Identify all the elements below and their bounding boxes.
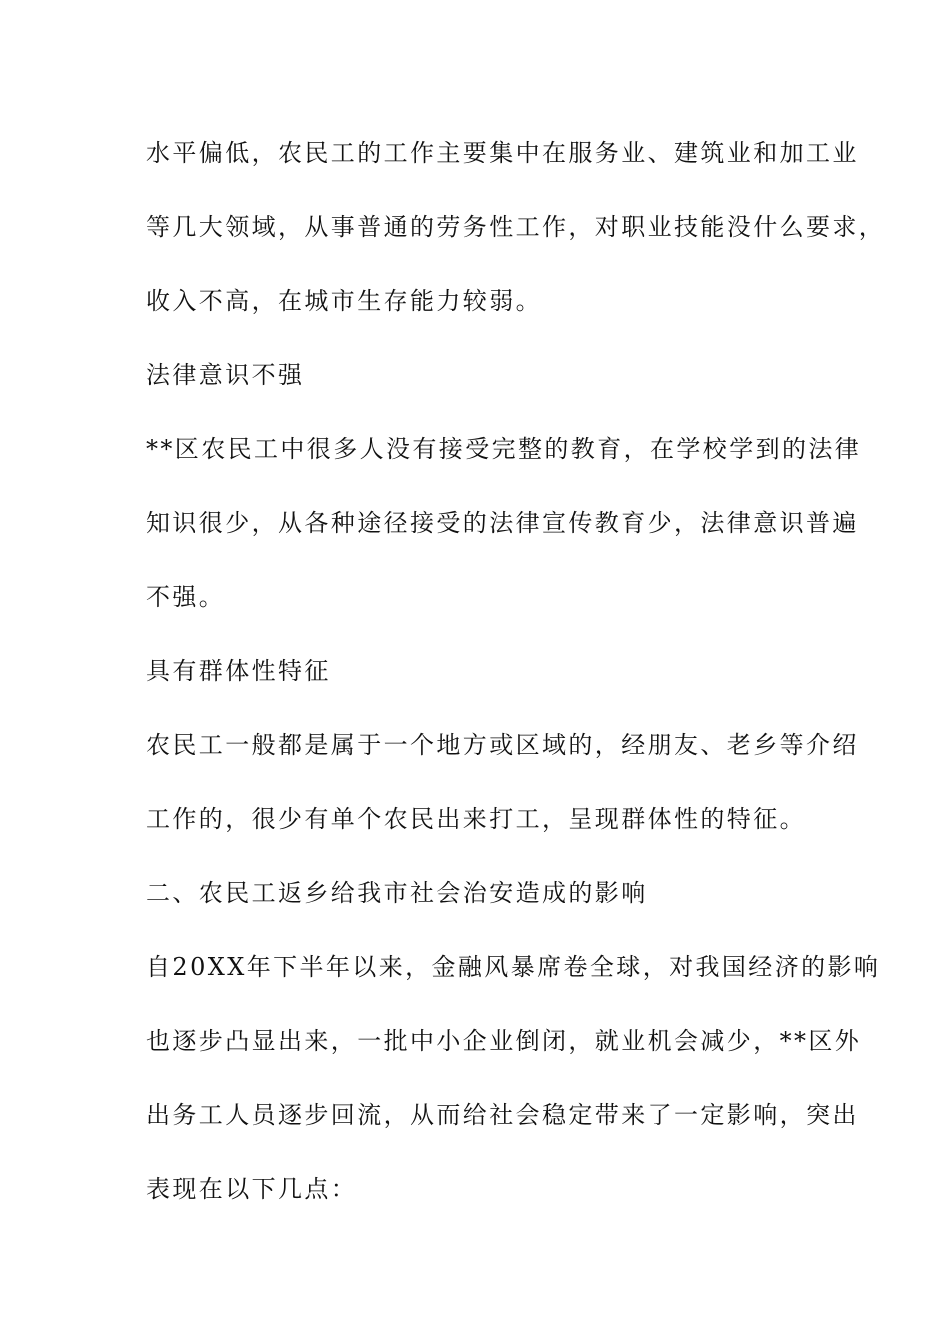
paragraph-line: 水平偏低，农民工的工作主要集中在服务业、建筑业和加工业 — [146, 139, 859, 167]
paragraph-line: 知识很少，从各种途径接受的法律宣传教育少，法律意识普遍 — [146, 509, 859, 537]
paragraph-line: 工作的，很少有单个农民出来打工，呈现群体性的特征。 — [146, 805, 806, 833]
paragraph-line: 也逐步凸显出来，一批中小企业倒闭，就业机会减少，**区外 — [146, 1027, 862, 1055]
paragraph-line: **区农民工中很多人没有接受完整的教育，在学校学到的法律 — [146, 435, 862, 463]
section-heading: 二、农民工返乡给我市社会治安造成的影响 — [146, 879, 648, 907]
paragraph-line: 收入不高，在城市生存能力较弱。 — [146, 287, 542, 315]
paragraph-line: 自20XX年下半年以来，金融风暴席卷全球，对我国经济的影响 — [146, 953, 881, 981]
paragraph-line: 农民工一般都是属于一个地方或区域的，经朋友、老乡等介绍 — [146, 731, 859, 759]
section-heading: 法律意识不强 — [146, 361, 305, 389]
paragraph-line: 不强。 — [146, 583, 226, 611]
paragraph-line: 表现在以下几点： — [146, 1175, 358, 1203]
paragraph-line: 等几大领域，从事普通的劳务性工作，对职业技能没什么要求， — [146, 213, 886, 241]
section-heading: 具有群体性特征 — [146, 657, 331, 685]
paragraph-line: 出务工人员逐步回流，从而给社会稳定带来了一定影响，突出 — [146, 1101, 859, 1129]
